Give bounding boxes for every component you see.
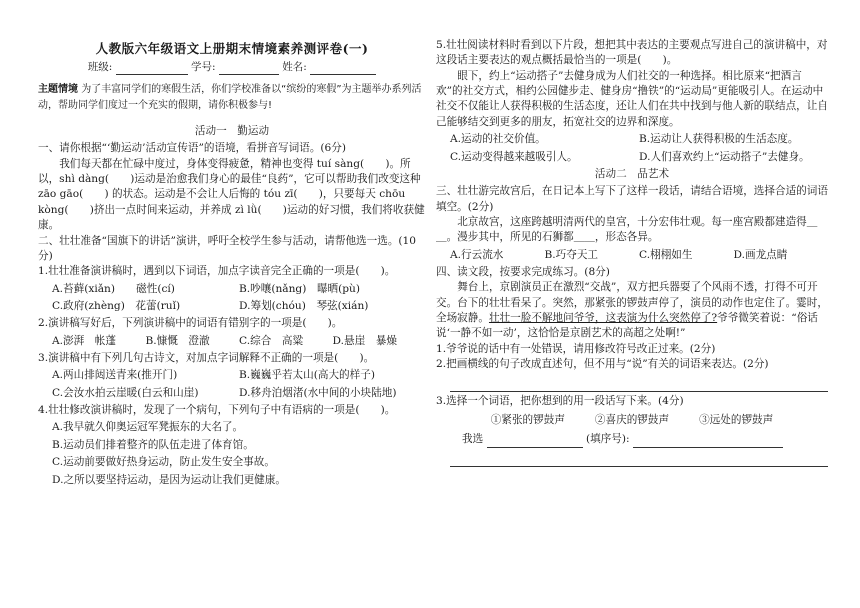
option[interactable]: B.运动让人获得积极的生活态度。 [639, 133, 799, 146]
theme-context [38, 82, 426, 113]
fill-label: (填序号): [585, 433, 630, 446]
option[interactable]: B.吵嚷(nǎng) 曝晒(pù) [239, 282, 361, 295]
q3-heading: 三、壮壮游完故宫后，在日记本上写下了这样一段话，请结合语境，选择合适的词语填空。(2分) [436, 185, 828, 213]
q2-1-options-row1 [52, 282, 426, 297]
option[interactable]: A.行云流水 [450, 248, 504, 261]
choose-label: 我选 [462, 433, 484, 446]
option[interactable]: A.两山排闼送青来(推开门) [52, 369, 178, 382]
q2-3-options-row2 [52, 386, 426, 401]
q2-2-options [52, 334, 426, 349]
activity2-title: 活动二 品艺术 [594, 167, 670, 180]
q3-options [450, 248, 828, 263]
choose-blank[interactable] [487, 435, 583, 448]
theme-text: 为了丰富同学们的寒假生活，你们学校准备以“缤纷的寒假”为主题举办系列活动，帮助同学们度过一个充实的假期，请你积极参与! [38, 84, 422, 111]
option[interactable]: B.运动员们排着整齐的队伍走进了体育馆。 [52, 438, 254, 451]
q4-1: 1.爷爷说的话中有一处错误，请用修改符号改正过来。(2分) [436, 342, 716, 355]
option[interactable]: C.栩栩如生 [639, 248, 693, 261]
option[interactable]: D.悬崖 暴燥 [332, 334, 397, 347]
activity1-title: 活动一 勤运动 [194, 125, 270, 137]
name-label: 姓名: [282, 61, 307, 73]
class-label: 班级: [87, 61, 113, 73]
option[interactable]: A.澎湃 帐蓬 [52, 334, 116, 347]
q4-2-answer-line[interactable] [450, 375, 828, 392]
choice[interactable]: ③远处的锣鼓声 [699, 413, 774, 426]
id-blank[interactable] [219, 62, 279, 75]
q2-1: 1.壮壮准备演讲稿时，遇到以下词语，加点字读音完全正确的一项是( )。 [38, 265, 396, 278]
class-blank[interactable] [116, 62, 188, 75]
option[interactable]: C.政府(zhèng) 花蕾(ruǐ) [52, 299, 181, 312]
option[interactable]: C.运动变得越来越吸引人。 [450, 150, 578, 163]
option[interactable]: C.综合 高粱 [239, 334, 304, 347]
q5: 5.壮壮阅读材料时看到以下片段，想把其中表达的主要观点写进自己的演讲稿中，对这段话主要表达的观点概括最恰当的一项是( )。 [436, 39, 828, 67]
option[interactable]: A.苔藓(xiǎn) 磁性(cí) [52, 282, 175, 295]
q4-3: 3.选择一个词语，把你想到的用一段话写下来。(4分) [436, 394, 684, 407]
q4-2: 2.把画横线的句子改成直述句，但不用与“说”有关的词语来表达。(2分) [436, 358, 769, 371]
q2-4: 4.壮壮修改演讲稿时，发现了一个病句，下列句子中有语病的一项是( )。 [38, 404, 396, 417]
q4-passage-post: 爷爷微笑着说：“俗话说‘一静不如一动’，这恰恰是京剧艺术的高超之处啊!” [436, 312, 818, 340]
left-column [38, 122, 426, 490]
q4-passage-pre: 舞台上，京剧演员正在激烈“交战”，双方把兵器耍了个风雨不透，打得不可开交。台下的壮壮看呆了。突然，那紧张的锣鼓声停了，演员的动作也定住了。霎时，全场寂静。 [436, 281, 828, 325]
option[interactable]: C.运动前要做好热身运动，防止发生安全事故。 [52, 456, 275, 469]
q4-underlined-sentence: 壮壮一脸不解地问爷爷，这表演为什么突然停了? [488, 312, 718, 325]
option[interactable]: D.画龙点睛 [733, 248, 788, 261]
q4-3-choose-row [462, 432, 828, 447]
option[interactable]: D.之所以要坚持运动，是因为运动让我们更健康。 [52, 473, 286, 486]
page-title: 人教版六年级语文上册期末情境素养测评卷(一) [95, 41, 369, 56]
q1-passage: 我们每天都在忙碌中度过，身体变得疲惫，精神也变得 tuí sàng( )。所以，shì dàng( )运动是治愈我们身心的最佳“良药”，它可以帮助我们改变这种 zāo gāo( ) 的状态。运动是不会让人后悔的 tóu zī( )，只要每天 chōu kòng( )挤出一点时间来运动，并养成 zì lǜ( )运动的好习惯，我们将收获健康。 [38, 157, 425, 232]
option[interactable]: A.我早就久仰奥运冠军凳振东的大名了。 [52, 421, 244, 434]
option[interactable]: C.会汝水拍云崖暖(白云和山崖) [52, 386, 199, 399]
id-label: 学号: [191, 61, 216, 73]
q5-passage: 眼下，约上“运动搭子”去健身成为人们社交的一种选择。相比原来“把酒言欢”的社交方式，相约公园健步走、健身房“撸铁”的“运动局”更能吸引人。在运动中社交不仅能让人获得积极的生活态度，还让人们在共中找到与他人新的联结点，让自己能够结交到更多的朋友，拓宽社交的边界和深度。 [436, 69, 828, 128]
q2-2: 2.演讲稿写好后，下列演讲稿中的词语有错别字的一项是( )。 [38, 317, 343, 330]
name-blank[interactable] [310, 62, 376, 75]
option[interactable]: A.运动的社交价值。 [450, 133, 546, 146]
option[interactable]: D.筹划(chóu) 琴弦(xián) [239, 299, 369, 312]
option[interactable]: B.慷慨 澄澈 [145, 334, 210, 347]
choice[interactable]: ①紧张的锣鼓声 [490, 413, 565, 426]
q2-heading: 二、壮壮准备“国旗下的讲话”演讲，呼吁全校学生参与活动，请帮他选一选。(10分) [38, 234, 417, 262]
option[interactable]: D.移舟泊烟渚(水中间的小块陆地) [239, 386, 397, 399]
q1-heading: 一、请你根据“‘勤运动’活动宣传语”的语境，看拼音写词语。(6分) [38, 142, 347, 155]
option[interactable]: D.人们喜欢约上“运动搭子”去健身。 [639, 150, 810, 163]
writing-blank[interactable] [633, 435, 783, 448]
q3-passage: 北京故宫，这座跨越明清两代的皇宫，十分宏伟壮观。每一座宫殿都建造得＿＿。漫步其中，所见的石狮都＿＿，形态各异。 [436, 215, 818, 244]
q2-1-options-row2 [52, 299, 426, 314]
q5-options-row2 [450, 150, 828, 165]
q5-options-row1 [450, 132, 828, 147]
right-column [436, 38, 828, 469]
q4-3-choices [436, 413, 828, 428]
q2-3-options-row1 [52, 368, 426, 383]
option[interactable]: B.巧夺天工 [544, 248, 599, 261]
q4-passage [436, 280, 828, 341]
q2-3: 3.演讲稿中有下列几句古诗文，对加点字词解释不正确的一项是( )。 [38, 352, 375, 365]
theme-label: 主题情境 [38, 84, 78, 95]
student-info-row [38, 60, 426, 75]
option[interactable]: B.巍巍乎若太山(高大的样子) [239, 369, 375, 382]
q2-4-options [52, 420, 426, 487]
choice[interactable]: ②喜庆的锣鼓声 [594, 413, 670, 426]
q4-3-answer-line[interactable] [450, 450, 828, 467]
q4-heading: 四、读文段，按要求完成练习。(8分) [436, 266, 610, 279]
